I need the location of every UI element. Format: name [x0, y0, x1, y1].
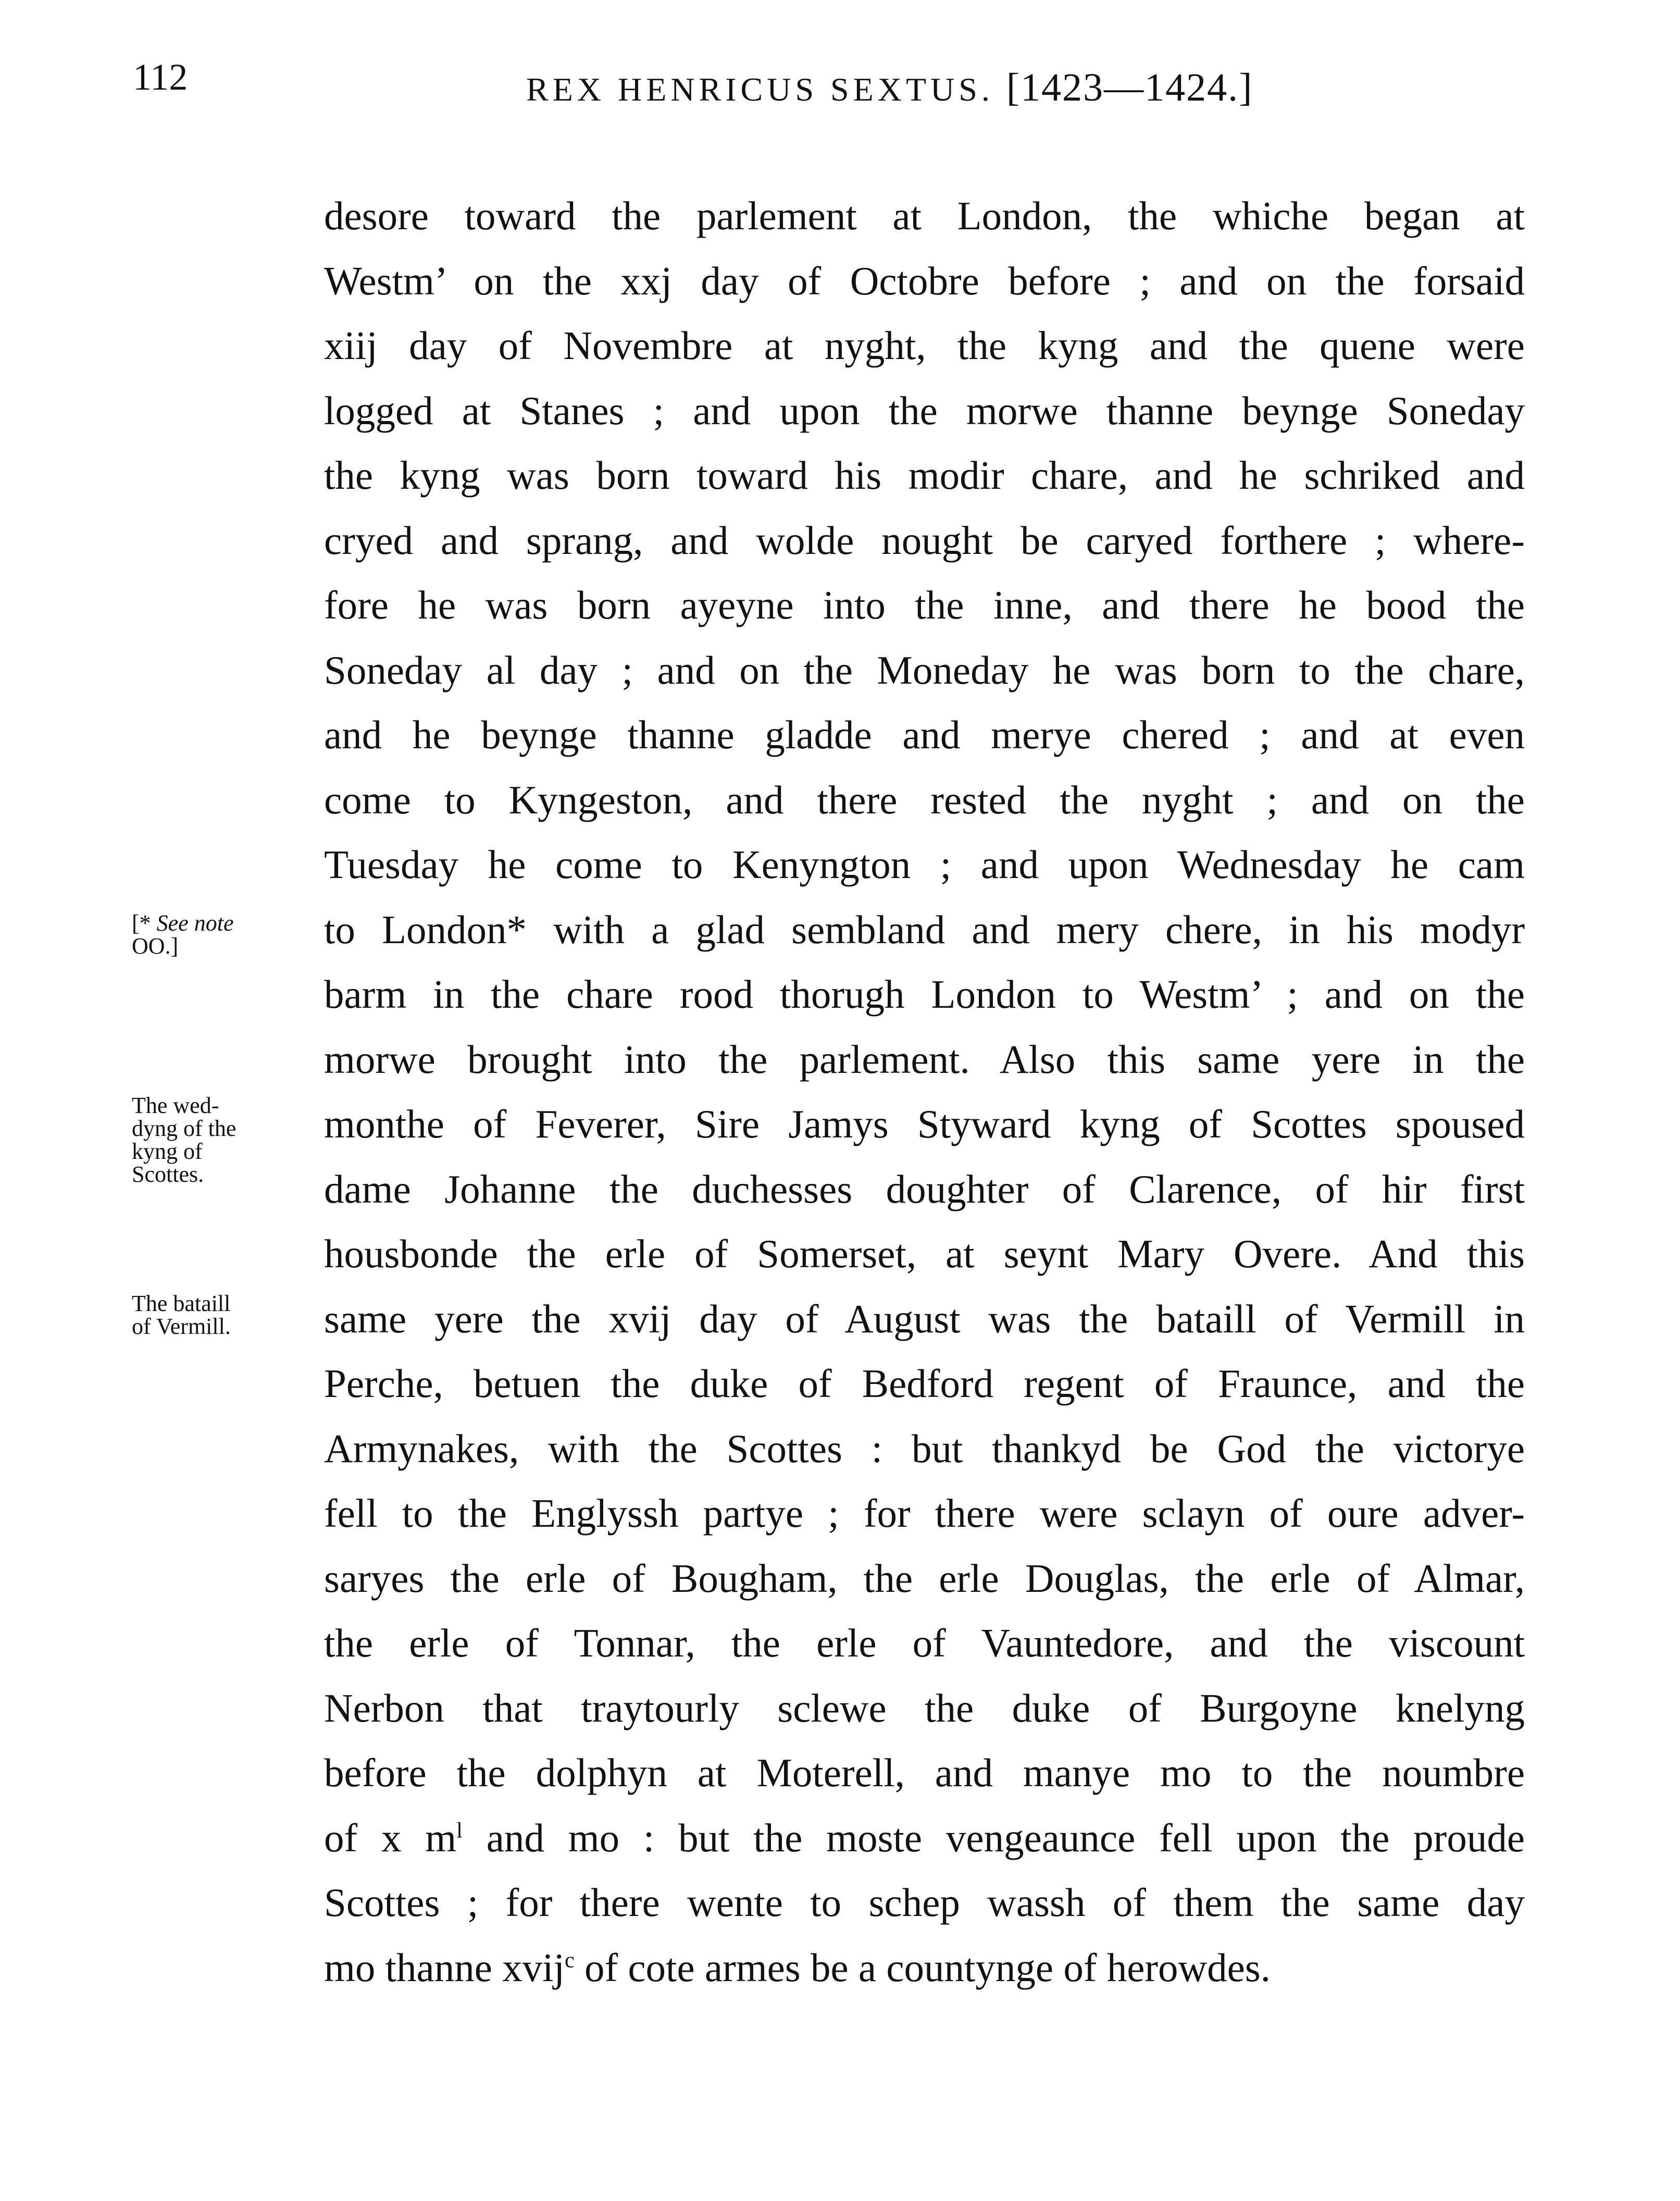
margin-note-battle [132, 1292, 298, 1338]
margin-note-reference: OO.] [132, 933, 179, 959]
text-line: saryes the erle of Bougham, the erle Douglas, the erle of Almar, [324, 1555, 1525, 1601]
text-line: Scottes ; for there wente to schep wassh of them the same day [324, 1880, 1525, 1925]
margin-note-line: kyng of [132, 1139, 203, 1164]
text-line: dame Johanne the duchesses doughter of Clarence, of hir first [324, 1166, 1525, 1211]
text-line [324, 1806, 1525, 1871]
text-line: Westm’ on the xxj day of Octobre before ; and on the forsaid [324, 258, 1525, 303]
text-segment: and mo : but the moste vengeaunce fell upon the proude [462, 1815, 1525, 1860]
text-line: barm in the chare rood thorugh London to Westm’ ; and on the [324, 972, 1525, 1017]
margin-note-bracket: [* [132, 910, 151, 936]
text-line: Perche, betuen the duke of Bedford regent of Fraunce, and the [324, 1361, 1525, 1406]
text-line: the kyng was born toward his modir chare, and he schriked and [324, 453, 1525, 498]
text-line: Nerbon that traytourly sclewe the duke of Burgoyne knelyng [324, 1685, 1525, 1730]
margin-note-line: The bataill [132, 1291, 231, 1316]
text-segment: of x m [324, 1815, 457, 1860]
body-text [324, 183, 1525, 2000]
margin-note-line: of Vermill. [132, 1314, 231, 1339]
superscript: c [564, 1947, 575, 1972]
margin-note-wedding [132, 1094, 298, 1186]
text-line: housbonde the erle of Somerset, at seynt Mary Overe. And this [324, 1231, 1525, 1276]
text-segment: mo thanne xvij [324, 1945, 565, 1990]
text-line: same yere the xvij day of August was the bataill of Vermill in [324, 1296, 1525, 1341]
text-line: and he beynge thanne gladde and merye chered ; and at even [324, 712, 1525, 757]
margin-note-see-note [132, 912, 298, 958]
running-title: REX HENRICUS SEXTUS. [526, 71, 994, 108]
text-line: logged at Stanes ; and upon the morwe thanne beynge Soneday [324, 388, 1525, 433]
text-line [324, 1935, 1525, 2000]
margin-note-line: The wed- [132, 1093, 219, 1118]
text-line: Tuesday he come to Kenyngton ; and upon Wednesday he cam [324, 842, 1525, 887]
text-line: before the dolphyn at Moterell, and manye mo to the noumbre [324, 1750, 1525, 1795]
text-line: Soneday al day ; and on the Moneday he was born to the chare, [324, 647, 1525, 693]
text-line: cryed and sprang, and wolde nought be caryed forthere ; where- [324, 517, 1525, 563]
running-head [526, 68, 1253, 107]
margin-note-line: Scottes. [132, 1161, 204, 1187]
margin-note-line: dyng of the [132, 1116, 237, 1141]
text-line: desore toward the parlement at London, the whiche began at [324, 193, 1525, 238]
page-number: 112 [133, 56, 188, 98]
superscript: l [456, 1817, 463, 1843]
margin-note-see-note-text: See note [156, 910, 234, 936]
date-range: [1423—1424.] [1006, 66, 1253, 109]
text-line: Armynakes, with the Scottes : but thankyd be God the victorye [324, 1426, 1525, 1471]
text-line: xiij day of Novembre at nyght, the kyng and the quene were [324, 323, 1525, 368]
text-line: monthe of Feverer, Sire Jamys Styward kyng of Scottes spoused [324, 1102, 1525, 1146]
text-line: the erle of Tonnar, the erle of Vauntedore, and the viscount [324, 1621, 1525, 1665]
text-line: come to Kyngeston, and there rested the nyght ; and on the [324, 777, 1525, 822]
text-line: fell to the Englyssh partye ; for there were sclayn of oure adver- [324, 1491, 1525, 1536]
text-line: fore he was born ayeyne into the inne, and there he bood the [324, 583, 1525, 627]
text-line: to London* with a glad sembland and mery chere, in his modyr [324, 907, 1525, 952]
text-line: morwe brought into the parlement. Also this same yere in the [324, 1036, 1525, 1082]
text-segment: of cote armes be a countynge of herowdes. [574, 1945, 1271, 1990]
